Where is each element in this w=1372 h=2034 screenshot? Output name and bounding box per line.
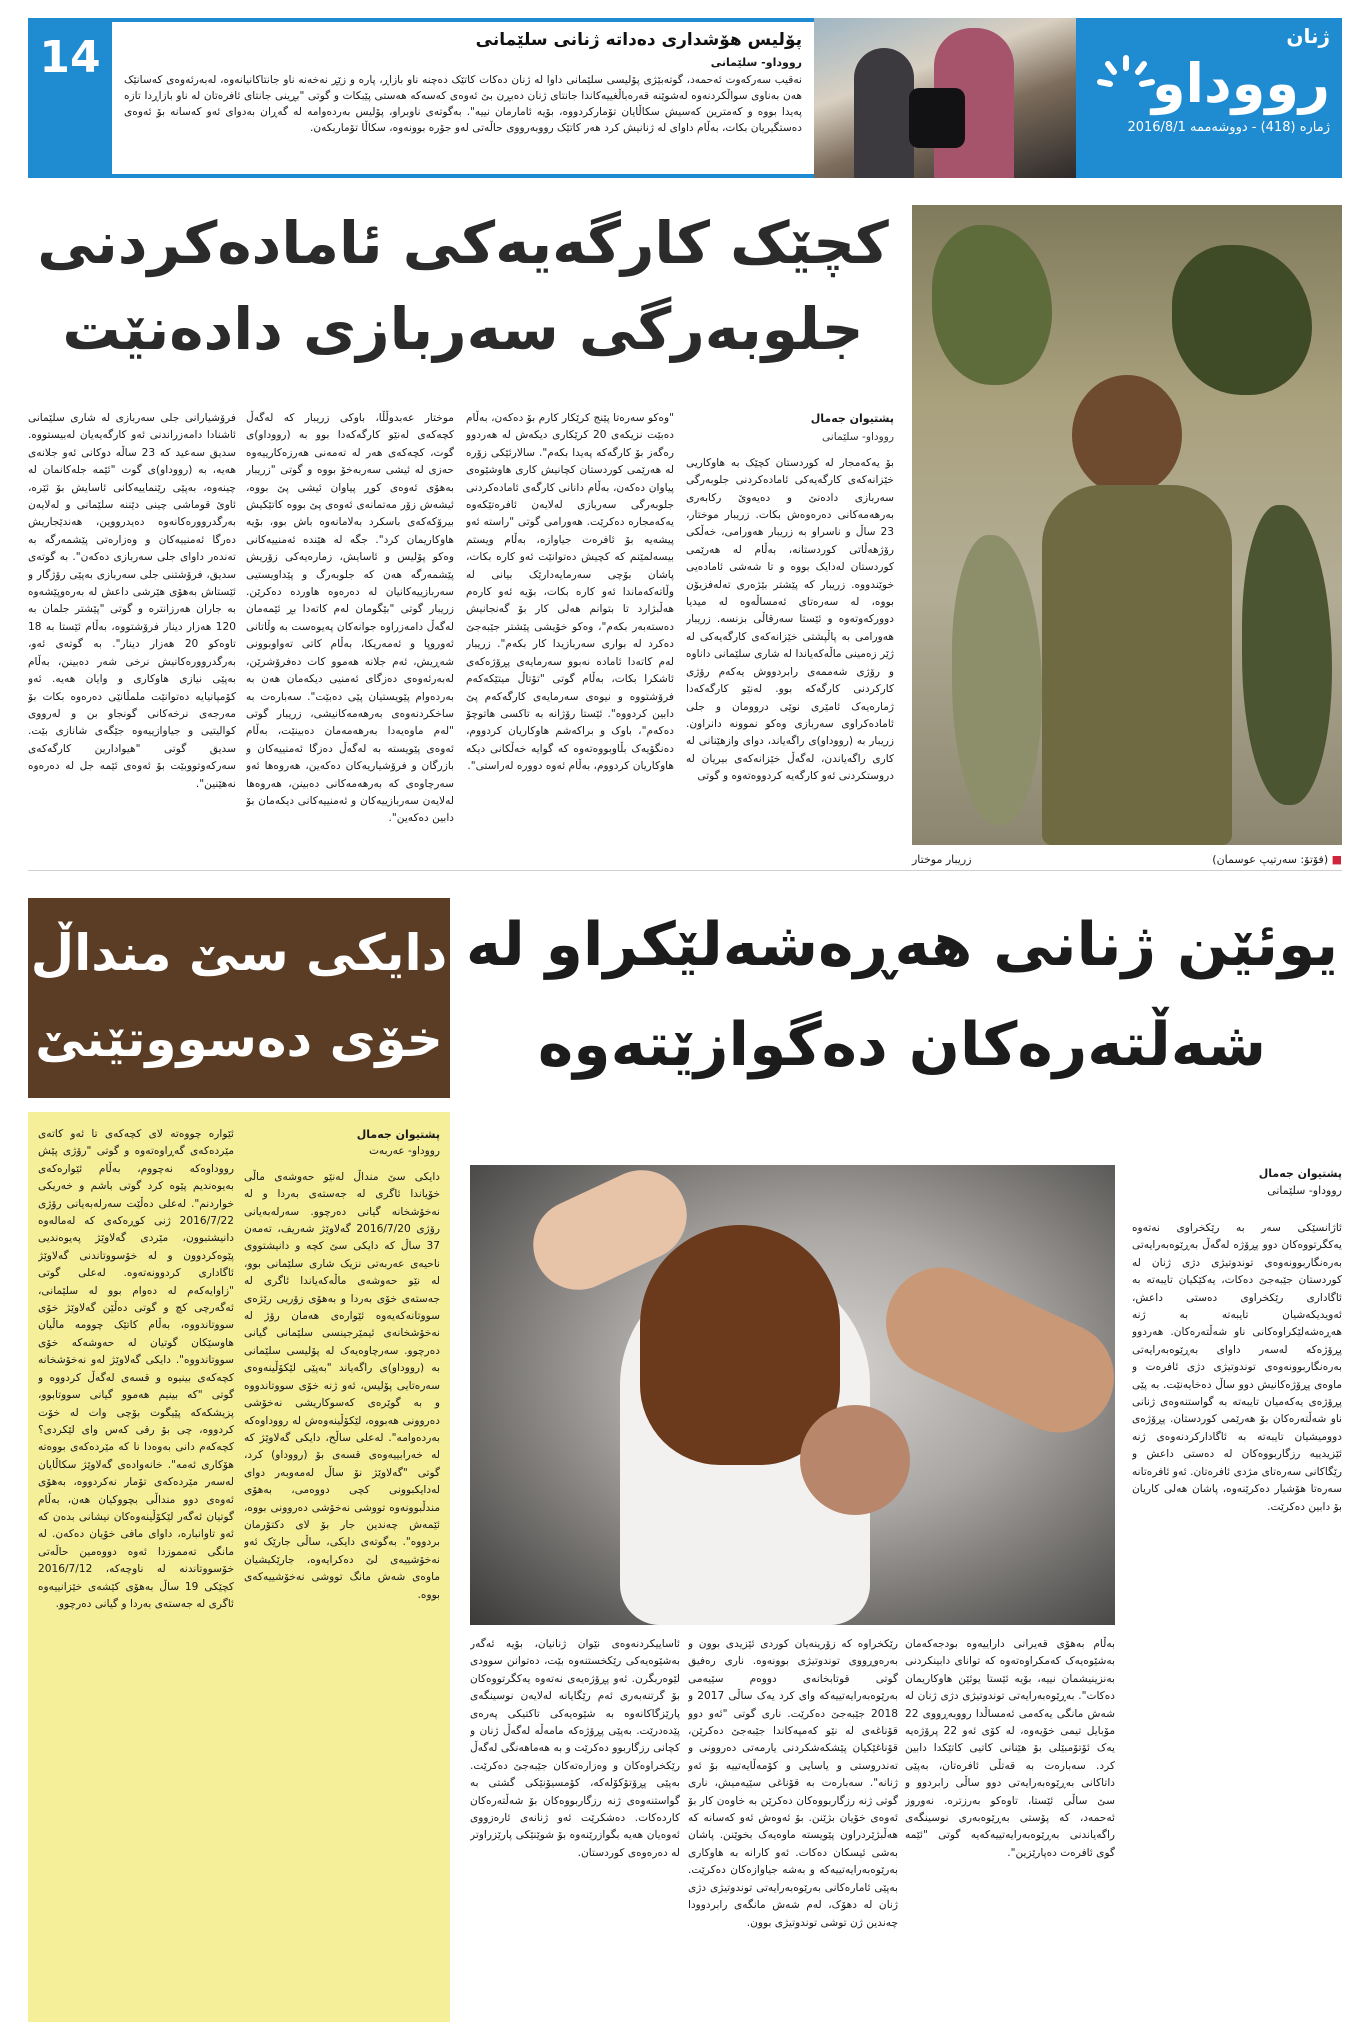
- mother-story-byline: پشتیوان جەمال: [356, 1128, 440, 1141]
- top-story-column-4: [28, 410, 236, 840]
- mother-story-column-1: [244, 1126, 440, 2008]
- issue-info: ژمارە (418) - دووشەممە 2016/8/1: [1127, 120, 1330, 135]
- camo-patch: [932, 225, 1052, 385]
- photo-aggressor-arm: [868, 1249, 1115, 1450]
- violence-story-column-2: [905, 1636, 1115, 2022]
- mother-story-byline-place: رووداو- عەربەت: [368, 1145, 440, 1158]
- top-story-column-1: [686, 410, 894, 840]
- violence-text-3: رێکخراوە کە زۆرینەیان کوردی ئێزیدی بوون و بەرەوڕووی توندوتیژی بوونەوە. ناری رەفیق گوتی قوتابخانەی دووەم سێیەمی بەرێوەبەرایەتییەکە وای کرد یەک ساڵی 2017 و 2018 جێبەجێ دەکرێت. ناری گوتی "ئەو دوو قۆناغەی لە نێو کەمپەکاندا جێبەجێ دەکرێن، قۆناغێکیان پێشکەشکردنی یارمەتی دەروونی و تەندروستی و یاسایی و کۆمەڵایەتییە بۆ ئەو ژنانە". سەبارەت بە قۆناغی سێیەمیش، ناری گوتی ژنە رزگاربووەکان دەکرێن بە خاوەن کار بۆ ئەوەی خۆیان بژێنن. بۆ ئەوەش ئەو کەسانە کە هەڵبژێردراون پێویستە ماوەیەک بخوێنن. پاشان بەشی ئیسکان دەکات. ئەو کارانە بە هاوکاری بەرێوەبەرایەتییەکە و بەشە جیاوازەکان دەکرێت. بەپێی ئامارەکانی بەرێوەبەرایەتی توندوتیژی دژی ژنان لە دهۆک، لەم شەش مانگەی رابردوودا چەندین ژن توشی توندوتیژی بوون.: [688, 1638, 898, 1929]
- photo-subject-name: زریبار موختار: [912, 852, 972, 866]
- top-story-text-3: موختار عەبدوڵڵا، باوکی زریبار کە لەگەڵ کچەکەی لەنێو کارگەکەدا بوو بە (رووداو)ی گوت، کچەکەی هەر لە تەمەنی هەرزەکارییەوە حەزی لە ئیشی سەربەخۆ بووە و گوتی "زریبار بەهۆی ئەوەی کوڕ پیاوان ئیشی پێ بووە، ئیشەش زۆر مەتمانەی ئەوەی پێ بووە کاتێکیش بیرۆکەکەی باسکرد بەلامانەوە باش بوو، بۆیە هاوکاریمان کرد". جگە لە هێندە ئەمنییەکانی وەکو پۆلیس و ئاسایش، زمارەیەکی زۆریش پێشمەرگە هەن کە جلوبەرگ و پێداویستیی سەربازییەکانیان لە دەرەوە هاوردە دەکرێن. زریبار گوتی "بێگومان لەم کاتەدا بڕ ئێمەمان لەگەڵ دامەزراوە جوانەکان پەیوەست بە وڵاتانی ئەوروپا و ئەمەریکا، بەڵام کاتی تەواوبوونی شەڕیش، ئەم جلانە هەموو کات دەفرۆشرێن، لەبەرئەوەی دەزگای ئەمنیی دیکەمان هەن بە بەردەوام پێویستیان پێی دەبێت". سەبارەت بە ساخکردنەوەی بەرهەمەکانیشی، زریبار گوتی "لەم ماوەیەدا بەرهەمەمان دەبینێت، بەڵام ئەوەی پێویستە بە لەگەڵ دەزگا ئەمنییەکان و بازرگان و فرۆشیاریەکان دەکەین، هەروەها ئەو سەرچاوەی کە بەرهەمەکانی دەبینن، هەروەها لەلایەن سەربازییەکان و ئەمنییەکانی دیکەمان بۆ دابین دەکەین".: [246, 412, 454, 825]
- violence-headline-line-1: یوئێن ژنانی هەڕەشەلێکراو لە: [465, 910, 1339, 980]
- photo-credit: ■ (فۆتۆ: سەرتیپ عوسمان): [1212, 853, 1342, 866]
- violence-story-column-3: [688, 1636, 898, 2022]
- top-story-text-4: فرۆشیارانی جلی سەربازی لە شاری سلێمانی ئاشنادا دامەزراندنی ئەو کارگەیەیان لەبیستووە. سدیق سەعید کە 23 ساڵە دوکانی ئەو جلانەی هەیە، بە (رووداو)ی گوت "ئێمە جلەکانمان لە چینەوە، بەپێی رێنماییەکانی ئاسایش بۆ ئێرە، ئاوێ قوماشی چینی دێننە سلێمانی و لەلایەن بەرگدروورەکانەوە دەیدرووین، هەندێجاریش دەرگا ئەمنییەکان و وەزارەتی پێشمەرگە بە تەندەر داوای جلی سەربازی دەکەن". بە گوتەی سدیق، فرۆشتنی جلی سەربازی بەپێی رۆژگار و ئێستاش بەهۆی هێرشی داعش لە بەرەوپێشەوە بە جاران هەرزانترە و گوتی "پێشتر جلمان بە 120 هەزار دینار فرۆشتووە، بەڵام ئێستا بە 18 تاوەکو 20 هەزار دینار". بە گوتەی ئەو، بەرگدروورەکانیش نرخی شەر دەبینن، بەڵام بەپێی نیازی هاوکاری و وایان هەیە. ئەو کۆمپانیایە دەتوانێت ملمڵانێی دەرەوە بکات بۆ مەرجەی نرخەکانی گونجاو بن و لەرووی کوالیتیی و جیاوازییەوە جێگەی شانازی بێت. سدیق گوتی "هیوادارین کارگەکەی سەرکەوتووبێت بۆ ئەوەی ئێمە جل لە دەرەوە نەهێنین".: [28, 412, 236, 790]
- header-news-brief: [112, 22, 814, 174]
- violence-text-1: ئاژانسێکی سەر بە رێکخراوی نەتەوە یەکگرتووەکان دوو پڕۆژە لەگەڵ بەڕێوەبەرایەتی بەرەنگاربوونەوەی توندوتیژی دژی ژنان لە کوردستان جێبەجێ دەکات، یەکێکیان تایبەتە بە ئاگاداری رێکخراوی دەستی داعش، ئەویدیکەشیان تایبەتە بە ژنە هەڕەشەلێکراوەکانی ناو شەڵتەرەکان. هەردوو پڕۆژەکە لەسەر داوای بەڕێوەبەرایەتی بەرەنگاربوونەوەی توندوتیژی دژی ئافرەت و ماوەی پڕۆژەکانیش دوو ساڵ دەخایەنێت. بە پێی پڕۆژەی یەکەمیان تایبەتە بە گواستنەوەی ژنانی ناو شەڵتەرەکان بۆ هەرێمی کوردستان. پڕۆژەی دوومیشیان تایبەتە بە ئاگادارکردنەوەی ژنە ئێزیدییە رزگاربووەکان لە دەستی داعش و رێگاکانی سەرەتای مژدی ئافرەتان. ئەو ئافرەتانە سەرەتا هۆشیار دەکرێنەوە، پاشان هەلی کاریان بۆ دابین دەکرێت.: [1132, 1222, 1342, 1513]
- header-news-byline: رووداو- سلێمانی: [710, 56, 802, 69]
- photo-figure-man: [854, 48, 914, 178]
- newspaper-logo: رووداو: [1151, 52, 1330, 115]
- mother-headline-line-2: خۆی دەسووتێنێ: [35, 1010, 443, 1068]
- header-news-photo: [814, 18, 1076, 178]
- violence-text-4: ئاساییکردنەوەی نێوان ژنانیان، بۆیە ئەگەر بەشێوەیەکی رێکخستنەوە بێت، دەتوانن سوودی لێوەربگرن. ئەو پڕۆژەیەی نەتەوە یەکگرتووەکان بۆ گرتنەبەری ئەم رێگایانە لەلایەن نوسینگەی پارێزگاکانەوە بە شێوەیەکی تاکتیکی پەرەی پێدەدرێت. بەپێی پڕۆژەکە مامەڵە لەگەڵ ژنان و کچانی رزگاربوو دەکرێت و بە هەماهەنگی لەگەڵ رێکخراوەکان و وەزارەتەکان جێبەجێ دەکرێت. بەپێی پڕۆتۆکۆلەکە، کۆمسیۆنێکی گشتی بە گواستنەوەی ژنە رزگاربووەکان بۆ شەڵتەرەکان کاردەکات. دەشکرێت ئەو ژنانەی ئارەزووی ئەوەیان هەیە بگوازرێنەوە بۆ شوێنێکی پارێزراوتر لە دەرەوەی کوردستان.: [470, 1638, 680, 1859]
- top-story-column-3: [246, 410, 454, 840]
- photo-fist: [800, 1405, 910, 1515]
- violence-byline-place: رووداو- سلێمانی: [1267, 1184, 1342, 1197]
- photo-handbag: [909, 88, 965, 148]
- section-divider: [28, 870, 1342, 871]
- top-story-text-2: "وەکو سەرەتا پێنج کرێکار کارم بۆ دەکەن، بەڵام دەبێت نزیکەی 20 کرێکاری دیکەش لە هەردوو رەگەز بۆ کارگەکە پەیدا بکەم". سالارئێکی زۆرە لە هەرێمی کوردستان کچانیش کاری هاوشێوەی پیاوان دەکەن، بەڵام دانانی کارگەی ئامادەکردنی جلوبەرگی سەربازی لەلایەن ئافرەتێکەوە یەکەمجارە دەکرێت. هەورامی گوتی "راستە ئەو پیشەیە بۆ ئافرەت جیاوازە، بەڵام ویستم بیسەلمێنم کە کچیش دەتوانێت ئەو کارە بکات، پاشان بۆچی سەرمایەدارێک بیانی لە وڵاتەکەماندا ئەو کارە بکات، بۆیە ئەو کارەم هەڵبژارد تا بتوانم هەلی کار بۆ گەنجانیش دەستەبەر بکەم"، وەکو خۆیشی پێشتر جێبەجێ دەکرد لە بواری سەربازیدا کار بکەم". زریبار لەم کاتەدا ئامادە نەبوو سەرمایەی پڕۆژەکەی ئاشکرا بکات، بەڵام گوتی "تۆتاڵ میتێکەکەم فرۆشتووە و نیوەی سەرمایەی کارگەکەم پێ دابین کردووە". ئێستا رۆژانە بە تاکسی هاتوچۆ دەکەم"، باوک و براکەشم هاوکاریان کردووم، دەنگۆیەک بڵاوبووەتەوە کە گوایە خەڵکانی دیکە هاوکاریان کردووم، بەڵام ئەوە دوورە لەراستی".: [466, 412, 674, 773]
- top-story-headline: [28, 200, 898, 372]
- top-headline-line-2: جلوبەرگی سەربازی دادەنێت: [62, 295, 864, 363]
- top-photo-caption: [912, 848, 1342, 870]
- top-story-column-2: [466, 410, 674, 840]
- mother-story-headline: [28, 898, 450, 1098]
- violence-byline-name: پشتیوان جەمال: [1258, 1167, 1342, 1180]
- mother-text-2: ئێوارە چووەتە لای کچەکەی تا ئەو کاتەی مێردەکەی گەڕاوەتەوە و گوتی "رۆژی پێش رووداوەکە نەچووم، بەڵام ئێوارەکەی بەیوەندیم پێوە کرد گوتی باشم و خەریکی خواردنم". لەعلی دەڵێت سەرلەبەیانی رۆژی 2016/7/22 ژنی کوڕەکەی کە لەمالەوە دانیشتبوون، مێردی گەلاوێژ پەیوەندیی پێوەکردوون و لە خۆسووتاندنی گەلاوێژ ئاگاداری کردوونەتەوە. لەعلی گوتی "زاوایەکەم لە دەوام بوو لە سلێمانی، ئەگەرچی کچ و گوتی دەڵێن گەلاوێژ خۆی سووتاندووە، بەڵام کاتێک چوومە ماڵیان هاوسێکان گوتیان لە حەوشەکە خۆی سووتاندووە". دایکی گەلاوێژ لەو نەخۆشخانە کچەکەی بینیوە و قسەی لەگەڵ کردووە و گوتی "کە بینیم هەموو گیانی سووتابوو، پزیشکەکە پێیگوت بۆچی وات لە خۆت کردووە، چی بۆ رقی کەس وای لێکردی؟ کچەکەم دانی بەوەدا نا کە مێردەکەی بووەتە هۆکاری ئەمە". خانەوادەی گەلاوێژ سکاڵایان لەسەر مێردەکەی تۆمار نەکردووە، بەهۆی ئەوەی دوو منداڵی بچووکیان هەن، بەڵام گوتیان ئەگەر لێکۆڵینەوەکان نیشانی بدەن کە ئەو تاوانبارە، داوای مافی خۆیان دەکەن. لە مانگی تەمموزدا ئەوە دووەمین حاڵەتی خۆسووتاندنە لە ناوچەکە، 2016/7/12 کچێکی 19 ساڵ بەهۆی کێشەی خێزانییەوە ئاگری لە جەستەی بەردا و گیانی دەرچوو.: [38, 1128, 234, 1610]
- masthead: [1078, 18, 1342, 178]
- top-headline-line-1: کچێک کارگەیەکی ئامادەکردنی: [37, 209, 889, 277]
- violence-headline-line-2: شەڵتەرەکان دەگوازێتەوە: [537, 1010, 1267, 1080]
- header-news-body: نەقیب سەرکەوت ئەحمەد، گوتەبێژی پۆلیسی سلێمانی داوا لە ژنان دەکات کاتێک دەچنە ناو بازاڕ، پارە و زێڕ نەخەنە ناو جانتاکانیانەوە، لەبەرئەوەی کەسانێک هەن بەناوی سواڵکردنەوە لەشوێنە قەرەباڵغییەکاندا جانتای ژنان دەبڕن بێ ئەوەی کەسەکە هەستی پێبکات و گوتی "بڕینی جانتای ئافرەتان لە ناو بازاڕدا تازە پەیدا بووە و کەمترین کەسیش سکاڵایان تۆمارکردووە، بۆیە ئامارمان نییە". بەگوتەی ناوبراو، پۆلیس بەردەوامە لە گەڕان بەدوای ئەو کەسانە بۆ ئەوەی دەستگیریان بکات، بەڵام داوای لە ژنانیش کرد هەر کاتێک رووبەرووی حاڵەتی لەو جۆرە بوونەوە، سکاڵا تۆماربکەن.: [124, 74, 802, 134]
- violence-story-headline: [462, 895, 1342, 1095]
- mother-story-body: [28, 1112, 450, 2022]
- camo-patch: [1172, 245, 1312, 395]
- violence-text-2: بەڵام بەهۆی قەیرانی داراییەوە بودجەکەمان بەشێوەیەک کەمکراوەتەوە کە توانای دابینکردنی بەنزینیشمان نییە، بۆیە ئێستا یوئێن هاوکاریمان دەکات". بەڕێوەبەرایەتی توندوتیژی دژی ژنان لە شەش مانگی یەکەمی ئەمساڵدا رووبەڕووی 22 مۆبایل تیمی خۆیەوە، لە کۆی ئەو 22 پرۆژەیە یەک ئۆتۆمبێلی بۆ هێنانی کاتیی کاتێکدا دابین کرد. سەبارەت بە قەتڵی ئافرەتان، بەپێی داتاکانی بەڕێوەبەرایەتی دوو ساڵی رابردوو و سێ ساڵی ئێستا، تاوەکو بەرزترە. نەوروز ئەحمەد، کە پۆستی بەڕێوەبەری نوسینگەی راگەیاندنی بەڕێوەبەرایەتییەکەیە گوتی "ئێمە گوی ئافرەت دەپارێزین".: [905, 1638, 1115, 1859]
- top-story-photo: [912, 205, 1342, 845]
- header-news-headline: پۆلیس هۆشداری دەداتە ژنانی سلێمانی: [475, 30, 802, 50]
- top-story-byline: پشتیوان جەمال: [810, 412, 894, 425]
- top-story-byline-place: رووداو- سلێمانی: [821, 431, 894, 444]
- mother-headline-line-1: دایکی سێ منداڵ: [30, 924, 448, 982]
- photo-woman-uniform: [1042, 485, 1232, 845]
- violence-story-photo: [470, 1165, 1115, 1625]
- camo-patch: [1242, 505, 1332, 805]
- sun-logo-icon: [1096, 54, 1156, 114]
- camo-patch: [952, 535, 1042, 825]
- violence-story-column-4: [470, 1636, 680, 2022]
- page-number: 14: [39, 32, 101, 83]
- mother-story-column-2: [38, 1126, 234, 2008]
- page-header-strip: [28, 18, 1342, 178]
- mother-text-1: دایکی سێ منداڵ لەنێو حەوشەی ماڵی خۆیاندا ئاگری لە جەستەی بەردا و لە نەخۆشخانە گیانی دەرچوو. سەرلەبەیانی رۆژی 2016/7/20 گەلاوێژ شەریف، تەمەن 37 ساڵ کە دایکی سێ کچە و دانیشتووی ناحیەی عەربەتی نزیک شاری سلێمانی بوو، لە نێو حەوشەی ماڵەکەیاندا ئاگری لە جەستەی خۆی بەردا و بەهۆی زۆریی رێژەی سووتانەکەیەوە ئێوارەی هەمان رۆژ لە نەخۆشخانەی ئیمێرجینسی سلێمانی گیانی دەرچوو. سەرچاوەیەک لە پۆلیسی سلێمانی بە (رووداو)ی راگەیاند "بەپێی لێکۆڵینەوەی سەرەتایی پۆلیس، ئەو ژنە خۆی سووتاندووە و بە گوێرەی کەسوکاریشی نەخۆشی دەروونی هەبووە، لێکۆڵینەوەش لە رووداوەکە بەردەوامە". لەعلی ساڵح، دایکی گەلاوێژ کە لە خەرابییەوەی قسەی بۆ (رووداو) کرد، گوتی "گەلاوێژ نۆ ساڵ لەمەوبەر دوای لەدایکبوونی کچی دووەمی، بەهۆی مندڵبوونەوە تووشی نەخۆشی دەروونی بووە، ئێمەش چەندین جار بۆ لای دکتۆرمان بردووە". بەگوتەی دایکی، ساڵی جارێک ئەو نەخۆشییەی لێ دەکرایەوە، جارێکیشیان ماوەی شەش مانگ تووشی نەخۆشییەکەی بووە.: [244, 1170, 440, 1601]
- photo-woman-head: [1072, 375, 1182, 495]
- section-title: ژنان: [1286, 24, 1330, 48]
- violence-story-column-1: [1132, 1220, 1342, 2020]
- top-story-text-1: بۆ یەکەمجار لە کوردستان کچێک بە هاوکاریی خێزانەکەی کارگەیەکی ئامادەکردنی جلوبەرگی سەربازی دادەنێ و دەیەوێ رکابەری بەرهەمەکانی دەرەوەش بکات. زریبار موختار، 23 ساڵ و ناسراو بە زریبار هەورامی، خەڵکی رۆژهەڵاتی کوردستانە، بەڵام لە هەرێمی کوردستان لەدایک بووە و تا شەشی ئامادەیی خوێندووە. زریبار کە پێشتر بێژەری تەلەفزیۆن بووە، لە سەرەتای ئەمساڵەوە لە میدیا دوورکەوتەوە و ئێستا سەرقاڵی بزنسە. زریبار هەورامی بە پاڵپشتی خێزانەکەی کارگەیەکی لە ژێر زەمینی ماڵەکەیاندا لە شاری سلێمانی داناوە و رۆژی شەممەی رابردووش یەکەم رۆژی کارکردنی کارگەکە بوو. لەنێو کارگەکەدا ژمارەیەک ئامێری نوێی دروومان و جلی ئامادەکراوی سەربازی وەکو نموونە دانراون. زریبار بە (رووداو)ی راگەیاند، دوای وازهێنانی لە کاری راگەیاندن، لەگەڵ خێزانەکەی بیریان لە دروستکردنی ئەو کارگەیە کردووەتەوە و گوتی: [686, 456, 894, 783]
- violence-story-byline: [1134, 1165, 1342, 1199]
